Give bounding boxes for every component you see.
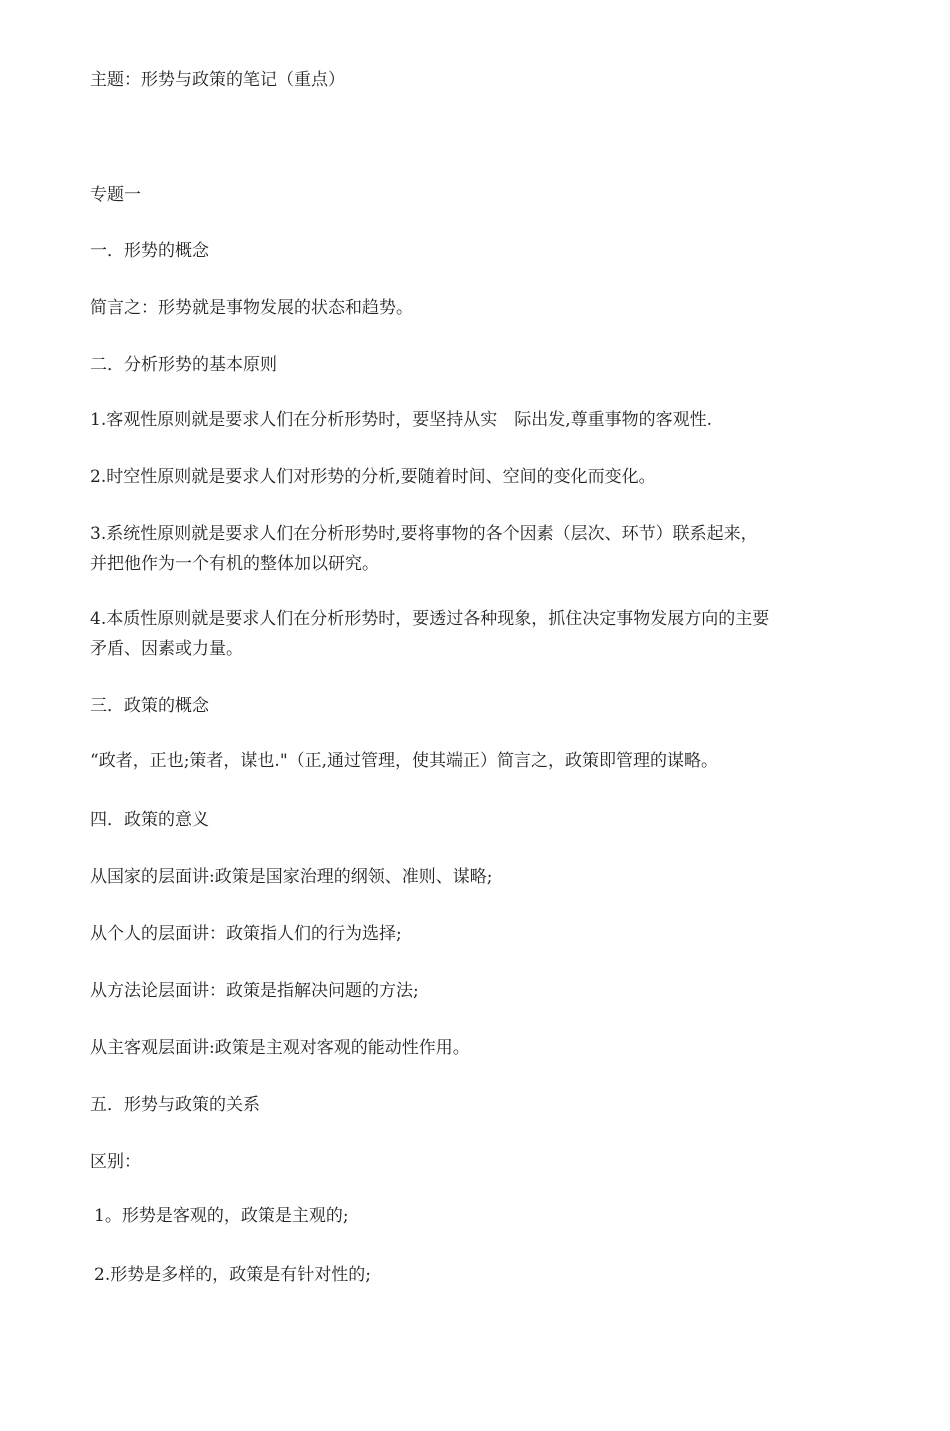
meaning-item-4: 从主客观层面讲:政策是主观对客观的能动性作用。 xyxy=(90,1038,470,1058)
meaning-item-2: 从个人的层面讲：政策指人们的行为选择; xyxy=(90,924,402,944)
section-heading-3: 三．政策的概念 xyxy=(90,696,209,716)
difference-item-2: 2.形势是多样的，政策是有针对性的; xyxy=(94,1265,371,1285)
principle-item-3-line-2: 并把他作为一个有机的整体加以研究。 xyxy=(90,554,379,574)
section-heading-1: 一．形势的概念 xyxy=(90,241,209,261)
section-heading-4: 四．政策的意义 xyxy=(90,810,209,830)
section-text-1: 简言之：形势就是事物发展的状态和趋势。 xyxy=(90,298,413,318)
meaning-item-3: 从方法论层面讲：政策是指解决问题的方法; xyxy=(90,981,419,1001)
difference-item-1: 1。形势是客观的，政策是主观的; xyxy=(94,1206,349,1226)
principle-item-4 xyxy=(90,604,860,664)
principle-item-3-line-1: 3.系统性原则就是要求人们在分析形势时,要将事物的各个因素（层次、环节）联系起来， xyxy=(90,524,758,544)
section-heading-5: 五．形势与政策的关系 xyxy=(90,1095,260,1115)
difference-label: 区别： xyxy=(90,1152,141,1172)
principle-item-1: 1.客观性原则就是要求人们在分析形势时，要坚持从实 际出发,尊重事物的客观性. xyxy=(90,410,713,430)
section-text-3: “政者，正也;策者，谋也."（正,通过管理，使其端正）简言之，政策即管理的谋略。 xyxy=(90,751,719,771)
section-heading-2: 二．分析形势的基本原则 xyxy=(90,355,277,375)
topic-heading: 专题一 xyxy=(90,185,141,205)
principle-item-2: 2.时空性原则就是要求人们对形势的分析,要随着时间、空间的变化而变化。 xyxy=(90,467,656,487)
principle-item-4-line-2: 矛盾、因素或力量。 xyxy=(90,639,243,659)
principle-item-4-line-1: 4.本质性原则就是要求人们在分析形势时，要透过各种现象，抓住决定事物发展方向的主要 xyxy=(90,609,770,629)
principle-item-3 xyxy=(90,519,860,579)
meaning-item-1: 从国家的层面讲:政策是国家治理的纲领、准则、谋略; xyxy=(90,867,493,887)
document-title: 主题：形势与政策的笔记（重点） xyxy=(90,70,345,90)
